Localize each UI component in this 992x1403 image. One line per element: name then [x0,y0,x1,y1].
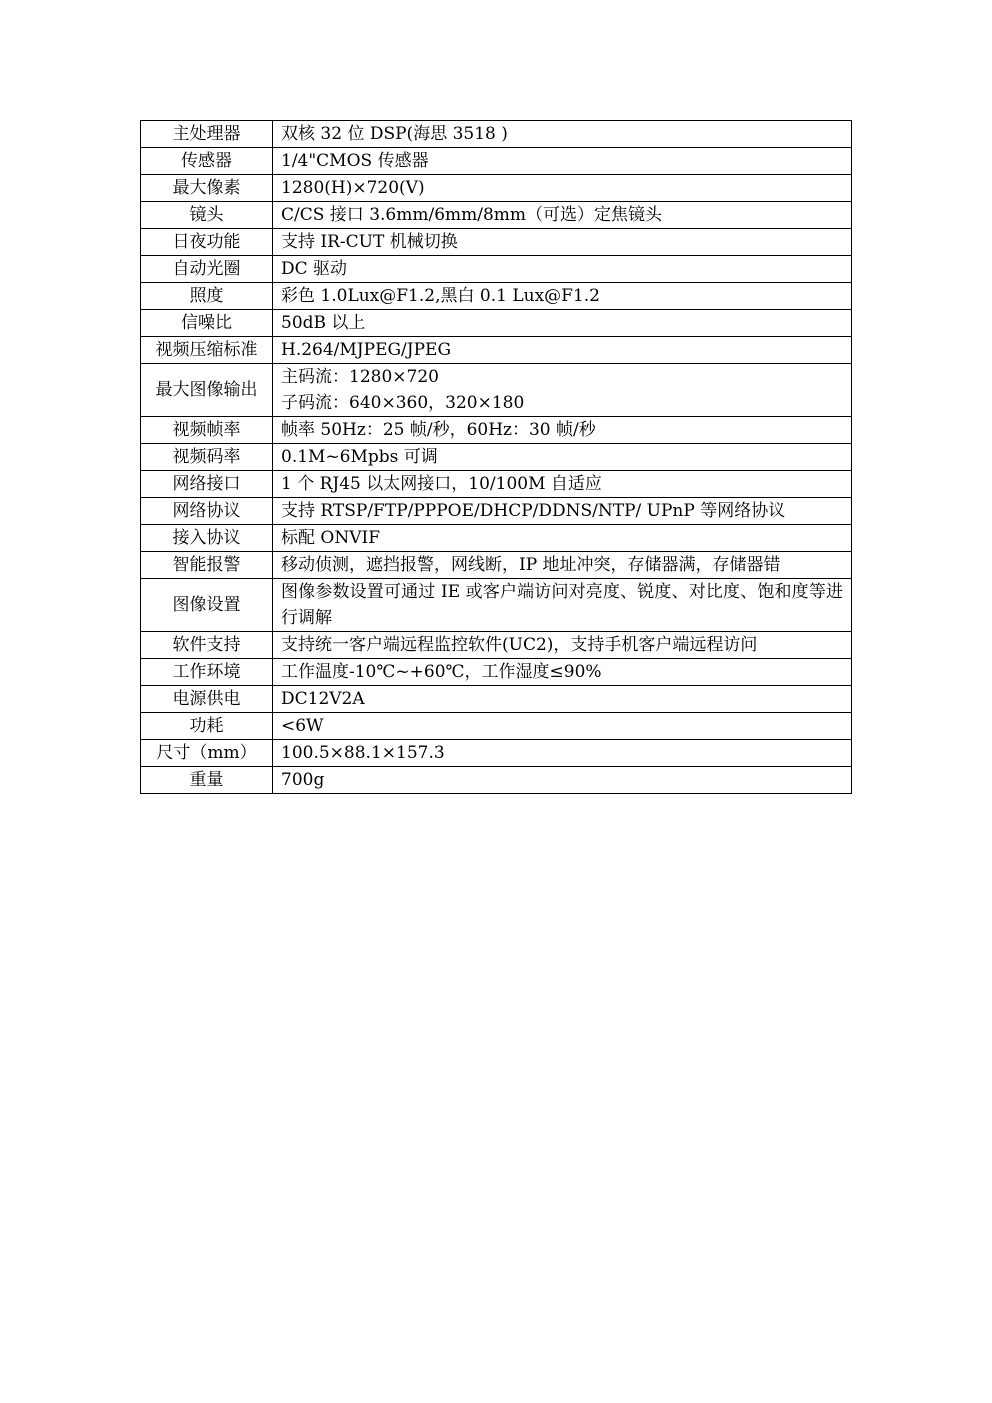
spec-value-line: 标配 ONVIF [281,528,381,548]
spec-value [273,256,852,283]
spec-value [273,498,852,525]
spec-label: 镜头 [141,202,273,229]
spec-table-body [141,121,852,794]
spec-value [273,121,852,148]
spec-label: 智能报警 [141,552,273,579]
spec-label: 网络接口 [141,471,273,498]
table-row [141,525,852,552]
spec-label: 视频帧率 [141,417,273,444]
table-row [141,229,852,256]
spec-value [273,283,852,310]
table-row [141,444,852,471]
spec-value [273,713,852,740]
spec-label: 日夜功能 [141,229,273,256]
spec-value [273,767,852,794]
spec-value [273,444,852,471]
spec-value [273,740,852,767]
spec-value-line: 图像参数设置可通过 IE 或客户端访问对亮度、锐度、对比度、饱和度等进行调解 [281,582,843,628]
spec-table [140,120,852,794]
spec-value-line: H.264/MJPEG/JPEG [281,340,452,360]
table-row [141,659,852,686]
spec-label: 最大像素 [141,175,273,202]
spec-value [273,552,852,579]
spec-value [273,175,852,202]
spec-value-line: 1280(H)×720(V) [281,178,425,198]
spec-value [273,659,852,686]
spec-value-line: 工作温度-10℃~+60℃，工作湿度≤90% [281,662,602,682]
spec-value-line: C/CS 接口 3.6mm/6mm/8mm（可选）定焦镜头 [281,205,663,225]
spec-value [273,364,852,417]
spec-value-line: 移动侦测，遮挡报警，网线断，IP 地址冲突，存储器满，存储器错 [281,555,781,575]
table-row [141,283,852,310]
spec-label: 图像设置 [141,579,273,632]
table-row [141,175,852,202]
table-row [141,498,852,525]
spec-label: 视频压缩标准 [141,337,273,364]
spec-value-line: DC 驱动 [281,259,348,279]
spec-value-line: 子码流：640×360，320×180 [281,393,525,413]
spec-value-line: 100.5×88.1×157.3 [281,743,445,763]
spec-label: 视频码率 [141,444,273,471]
spec-value [273,686,852,713]
table-row [141,767,852,794]
spec-label: 重量 [141,767,273,794]
table-row [141,256,852,283]
spec-value [273,337,852,364]
spec-label: 软件支持 [141,632,273,659]
table-row [141,686,852,713]
table-row [141,740,852,767]
spec-label: 主处理器 [141,121,273,148]
table-row [141,471,852,498]
spec-value-line: 帧率 50Hz：25 帧/秒，60Hz：30 帧/秒 [281,420,596,440]
spec-value [273,417,852,444]
spec-value [273,525,852,552]
spec-value-line: 1 个 RJ45 以太网接口，10/100M 自适应 [281,474,602,494]
spec-value [273,310,852,337]
table-row [141,148,852,175]
spec-label: 功耗 [141,713,273,740]
spec-value [273,202,852,229]
spec-value [273,632,852,659]
spec-value [273,148,852,175]
spec-value-line: 50dB 以上 [281,313,366,333]
spec-label: 网络协议 [141,498,273,525]
spec-value-line: 1/4"CMOS 传感器 [281,151,429,171]
spec-value [273,579,852,632]
spec-value-line: <6W [281,716,324,736]
spec-value-line: 支持统一客户端远程监控软件(UC2)，支持手机客户端远程访问 [281,635,758,655]
spec-label: 信噪比 [141,310,273,337]
spec-value-line: 双核 32 位 DSP(海思 3518 ) [281,124,508,144]
spec-label: 尺寸（mm） [141,740,273,767]
spec-label: 电源供电 [141,686,273,713]
spec-label: 工作环境 [141,659,273,686]
table-row [141,337,852,364]
spec-label: 接入协议 [141,525,273,552]
spec-value-line: 700g [281,770,325,790]
spec-value-line: 支持 IR-CUT 机械切换 [281,232,458,252]
table-row [141,579,852,632]
table-row [141,632,852,659]
spec-value [273,471,852,498]
table-row [141,310,852,337]
table-row [141,552,852,579]
spec-label: 自动光圈 [141,256,273,283]
table-row [141,121,852,148]
spec-label: 最大图像输出 [141,364,273,417]
spec-value-line: 彩色 1.0Lux@F1.2,黑白 0.1 Lux@F1.2 [281,286,600,306]
spec-value-line: 支持 RTSP/FTP/PPPOE/DHCP/DDNS/NTP/ UPnP 等网络协议 [281,501,786,521]
spec-label: 照度 [141,283,273,310]
spec-value-line: 0.1M~6Mpbs 可调 [281,447,438,467]
table-row [141,364,852,417]
spec-value [273,229,852,256]
table-row [141,417,852,444]
table-row [141,202,852,229]
spec-value-line: 主码流：1280×720 [281,367,439,387]
table-row [141,713,852,740]
spec-value-line: DC12V2A [281,689,365,709]
spec-label: 传感器 [141,148,273,175]
